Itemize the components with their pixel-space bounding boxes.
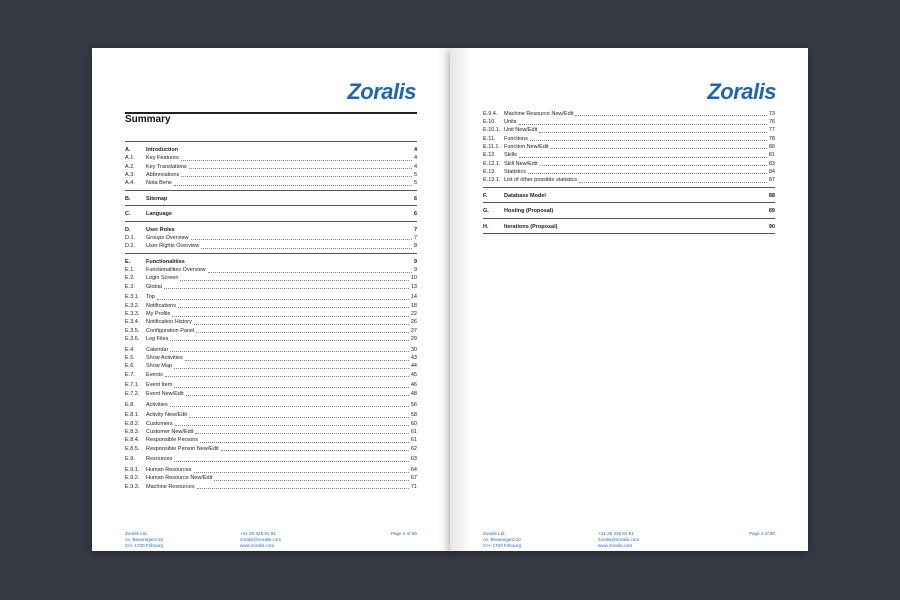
toc-page-number: 48 [410,390,417,397]
toc-leader-dots [174,368,409,369]
toc-number: E.3. [125,283,135,290]
toc-leader-dots [519,157,767,158]
footer-email: zoralis@zoralis.com [598,537,640,543]
toc-number: A.4. [125,180,135,187]
toc-leader-dots [530,140,767,141]
footer-contact [598,531,639,550]
toc-leader-dots [189,417,409,418]
toc-label: Log Files [146,335,169,342]
toc-label: Unit New/Edit [504,127,538,134]
toc-entry[interactable] [125,370,417,378]
toc-entry[interactable] [125,345,417,353]
toc-page-number: 4 [413,163,417,170]
toc-label: Notifications [146,302,176,309]
toc-number: E.9. [125,456,135,463]
toc-number: E.7. [125,371,135,378]
footer-address [125,531,163,550]
toc-page-number: 7 [413,234,417,241]
toc-number: E.9.1. [125,467,140,474]
toc-label: Database Model [504,192,546,199]
toc-number: E.13.1. [483,177,501,184]
company-logo [707,79,776,105]
document-page-left [92,48,450,551]
toc-section-entry[interactable] [125,256,417,266]
toc-label: Introduction [146,147,179,153]
footer-street: Av. Beauregard 10 [483,537,521,543]
toc-number: E.8. [125,401,135,408]
toc-label: Activities [146,401,168,408]
logo-text: Zoralis [707,79,776,104]
toc-label: Customer New/Edit [146,428,194,435]
toc-number: E.3.5. [125,327,140,334]
toc-label: Statistics [504,168,527,175]
toc-label: Human Resource New/Edit [146,475,213,482]
toc-number: A.2. [125,163,135,170]
footer-page-number: Page 3 of 90 [748,531,775,536]
toc-page-number: 46 [410,382,417,389]
toc-label: Iterations (Proposal) [504,223,558,230]
toc-page-number: 64 [410,467,417,474]
toc-page-number: 62 [410,445,417,452]
footer-page-number: Page 2 of 90 [390,531,417,536]
toc-leader-dots [191,239,412,240]
toc-page-number: 44 [410,363,417,370]
toc-leader-dots [575,115,766,116]
toc-page-number: 84 [768,168,775,175]
toc-number: E.11. [483,135,496,142]
toc-entry[interactable] [125,411,417,419]
toc-number: E.7.1. [125,382,140,389]
toc-leader-dots [519,124,767,125]
toc-leader-dots [185,360,409,361]
toc-leader-dots [194,324,409,325]
toc-page-number: 26 [410,319,417,326]
toc-entry[interactable] [125,293,417,301]
toc-label: Human Resources [146,467,192,474]
toc-number: E.7.2. [125,390,140,397]
toc-leader-dots [170,340,409,341]
toc-entry[interactable] [125,353,417,361]
toc-leader-dots [186,395,409,396]
toc-entry[interactable] [125,282,417,290]
toc-label: Notification History [146,319,192,326]
toc-leader-dots [181,160,412,161]
toc-entry[interactable] [125,435,417,443]
toc-page-number: 9 [413,258,417,265]
section-rule [483,218,775,219]
section-rule [483,202,775,203]
toc-number: E.3.6. [125,335,140,342]
toc-section-entry[interactable] [483,205,775,215]
toc-label: Responsible Persons [146,437,198,444]
toc-label: Events [146,371,163,378]
toc-entry[interactable] [125,233,417,241]
toc-label: Calendar [146,346,169,353]
toc-page-number: 76 [768,119,775,126]
toc-entry[interactable] [125,274,417,282]
toc-page-number: 81 [768,152,775,159]
toc-number: E.8.4. [125,437,140,444]
toc-leader-dots [539,132,767,133]
toc-label: Functionalities Overview [146,267,206,274]
toc-page-number: 73 [768,110,775,117]
toc-leader-dots [194,472,409,473]
toc-number: D.1. [125,234,136,241]
toc-page-number: 56 [410,401,417,408]
toc-leader-dots [165,376,409,377]
toc-label: Show Map [146,363,172,370]
toc-entry[interactable] [125,482,417,490]
toc-label: Machine Resource New/Edit [504,110,574,117]
toc-entry[interactable] [125,241,417,249]
table-of-contents [483,109,775,236]
toc-label: Show Activities [146,355,183,362]
toc-number: A. [125,147,131,153]
section-rule [125,253,417,254]
toc-entry[interactable] [125,178,417,186]
toc-page-number: 89 [768,208,775,215]
toc-label: Machine Resources [146,483,195,490]
toc-leader-dots [172,316,408,317]
toc-label: Responsible Person New/Edit [146,445,219,452]
footer-contact [240,531,281,550]
toc-number: E.1. [125,267,135,274]
toc-number: E.13. [483,168,496,175]
toc-label: Functionalities [146,258,185,265]
toc-label: Groups Overview [146,234,189,241]
toc-leader-dots [528,173,767,174]
toc-leader-dots [197,488,409,489]
toc-entry[interactable] [125,170,417,178]
toc-label: Event New/Edit [146,390,184,397]
toc-leader-dots [174,185,412,186]
toc-section-entry[interactable] [483,190,775,200]
toc-entry[interactable] [125,444,417,452]
toc-entry[interactable] [125,400,417,408]
toc-leader-dots [221,450,409,451]
toc-number: E.12. [483,152,496,159]
toc-page-number: 30 [410,346,417,353]
toc-page-number: 13 [410,283,417,290]
toc-label: User Rights Overview [146,243,200,250]
toc-number: G. [483,208,489,215]
toc-entry[interactable] [125,265,417,273]
toc-entry[interactable] [125,381,417,389]
toc-number: E.9.3. [125,483,140,490]
toc-leader-dots [178,307,409,308]
logo-text: Zoralis [347,79,416,104]
toc-section-entry[interactable] [483,221,775,231]
toc-label: Key Features [146,155,179,162]
toc-label: Resources [146,456,173,463]
section-rule [125,221,417,222]
document-page-right [450,48,808,551]
toc-number: E.8.1. [125,412,140,419]
toc-page-number: 4 [413,155,417,162]
toc-number: E.6. [125,363,135,370]
toc-label: Global [146,283,162,290]
toc-label: Customers [146,420,173,427]
toc-leader-dots [540,165,767,166]
toc-leader-dots [196,332,409,333]
toc-page-number: 10 [410,275,417,282]
toc-page-number: 60 [410,420,417,427]
footer-company: Zoralis Ltd. [483,531,506,536]
toc-entry[interactable] [483,117,775,125]
toc-number: E.10.1. [483,127,501,134]
toc-entry[interactable] [125,154,417,162]
toc-page-number: 4 [413,147,417,153]
footer-email: zoralis@zoralis.com [240,537,282,543]
toc-label: Skills [504,152,517,159]
footer-street: Av. Beauregard 10 [125,537,163,543]
toc-label: Activity New/Edit [146,412,187,419]
toc-leader-dots [195,433,408,434]
toc-page-number: 67 [410,475,417,482]
toc-number: E.5. [125,355,135,362]
toc-entry[interactable] [125,318,417,326]
toc-page-number: 18 [410,302,417,309]
toc-label: Abbreviations [146,171,180,178]
footer-address [483,531,521,550]
toc-page-number: 87 [768,177,775,184]
toc-section-entry[interactable] [125,224,417,234]
section-rule [483,233,775,234]
toc-page-number: 77 [768,127,775,134]
toc-page-number: 9 [413,267,417,274]
footer-phone: +41 26 425 81 81 [598,531,634,536]
toc-page-number: 58 [410,412,417,419]
footer-phone: +41 26 425 81 81 [240,531,276,536]
toc-entry[interactable] [483,167,775,175]
toc-label: Key Translations [146,163,187,170]
toc-page-number: 63 [410,456,417,463]
toc-leader-dots [200,442,409,443]
toc-number: C. [125,211,131,218]
footer-city: CH- 1700 Fribourg [483,543,522,549]
toc-page-number: 88 [768,192,775,199]
toc-page-number: 45 [410,371,417,378]
toc-page-number: 83 [768,160,775,167]
toc-label: Sitemap [146,195,168,202]
toc-section-entry[interactable] [125,208,417,218]
toc-label: Skill New/Edit [504,160,538,167]
toc-entry[interactable] [483,134,775,142]
toc-label: Nota Bene [146,180,172,187]
toc-entry[interactable] [125,474,417,482]
toc-number: B. [125,195,131,202]
toc-label: Functions [504,135,528,142]
toc-entry[interactable] [483,175,775,183]
toc-page-number: 61 [410,437,417,444]
toc-label: Function New/Edit [504,143,549,150]
toc-number: A.1. [125,155,135,162]
toc-entry[interactable] [125,389,417,397]
toc-label: List of other possible statistics [504,177,578,184]
toc-section-entry[interactable] [125,193,417,203]
page-title: Summary [125,114,171,125]
toc-number: A.3. [125,171,135,178]
toc-leader-dots [551,148,767,149]
toc-number: E.3.2. [125,302,140,309]
section-rule [125,141,417,142]
toc-label: Top [146,294,155,301]
toc-entry[interactable] [125,427,417,435]
toc-entry[interactable] [483,126,775,134]
toc-leader-dots [157,299,409,300]
section-rule [483,187,775,188]
toc-leader-dots [181,176,412,177]
toc-entry[interactable] [125,419,417,427]
toc-leader-dots [189,168,412,169]
company-logo [347,79,416,105]
toc-label: My Profile [146,311,171,318]
toc-page-number: 14 [410,294,417,301]
toc-number: E.4. [125,346,135,353]
footer-web: www.zoralis.com [598,543,633,549]
toc-label: Language [146,211,172,218]
toc-leader-dots [579,182,767,183]
toc-page-number: 22 [410,311,417,318]
toc-entry[interactable] [125,334,417,342]
toc-number: H. [483,223,489,230]
toc-entry[interactable] [483,150,775,158]
section-rule [125,205,417,206]
toc-leader-dots [180,280,408,281]
toc-leader-dots [170,406,409,407]
toc-leader-dots [174,461,409,462]
toc-entry[interactable] [125,326,417,334]
toc-page-number: 8 [413,243,417,250]
toc-number: E.8.5. [125,445,140,452]
toc-leader-dots [201,248,412,249]
toc-section-entry[interactable] [125,144,417,154]
toc-number: E.3.4. [125,319,140,326]
toc-page-number: 61 [410,428,417,435]
toc-number: D.2. [125,243,136,250]
toc-label: Event Item [146,382,173,389]
toc-entry[interactable] [125,362,417,370]
toc-entry[interactable] [483,109,775,117]
toc-leader-dots [170,351,409,352]
toc-entry[interactable] [125,455,417,463]
toc-number: D. [125,226,131,233]
toc-number: E.9.2. [125,475,140,482]
toc-number: E.2. [125,275,135,282]
toc-page-number: 6 [413,211,417,218]
toc-entry[interactable] [125,309,417,317]
section-rule [125,190,417,191]
toc-number: F. [483,192,488,199]
table-of-contents [125,138,417,490]
toc-label: Hosting (Proposal) [504,208,554,215]
toc-leader-dots [174,387,409,388]
toc-number: E.8.2. [125,420,140,427]
toc-page-number: 27 [410,327,417,334]
toc-page-number: 6 [413,195,417,202]
toc-label: User Roles [146,226,175,233]
toc-leader-dots [164,288,409,289]
toc-leader-dots [175,425,409,426]
toc-page-number: 5 [413,171,417,178]
toc-label: Login Screen [146,275,179,282]
footer-city: CH- 1700 Fribourg [125,543,164,549]
toc-entry[interactable] [125,465,417,473]
toc-number: E.9.4. [483,110,498,117]
footer-company: Zoralis Ltd. [125,531,148,536]
toc-page-number: 80 [768,143,775,150]
toc-leader-dots [214,480,409,481]
toc-entry[interactable] [125,301,417,309]
toc-entry[interactable] [483,159,775,167]
toc-page-number: 7 [413,226,417,233]
toc-number: E.12.1. [483,160,501,167]
toc-page-number: 90 [768,223,775,230]
toc-label: Units [504,119,517,126]
toc-label: Configuration Panel [146,327,195,334]
toc-page-number: 78 [768,135,775,142]
toc-page-number: 5 [413,180,417,187]
toc-entry[interactable] [483,142,775,150]
toc-number: E. [125,258,131,265]
toc-page-number: 29 [410,335,417,342]
toc-leader-dots [208,272,412,273]
toc-page-number: 71 [410,483,417,490]
toc-number: E.8.3. [125,428,140,435]
toc-number: E.3.1. [125,294,140,301]
footer-web: www.zoralis.com [240,543,275,549]
toc-number: E.10. [483,119,496,126]
toc-entry[interactable] [125,162,417,170]
toc-number: E.3.3. [125,311,140,318]
toc-number: E.11.1. [483,143,501,150]
toc-page-number: 43 [410,355,417,362]
